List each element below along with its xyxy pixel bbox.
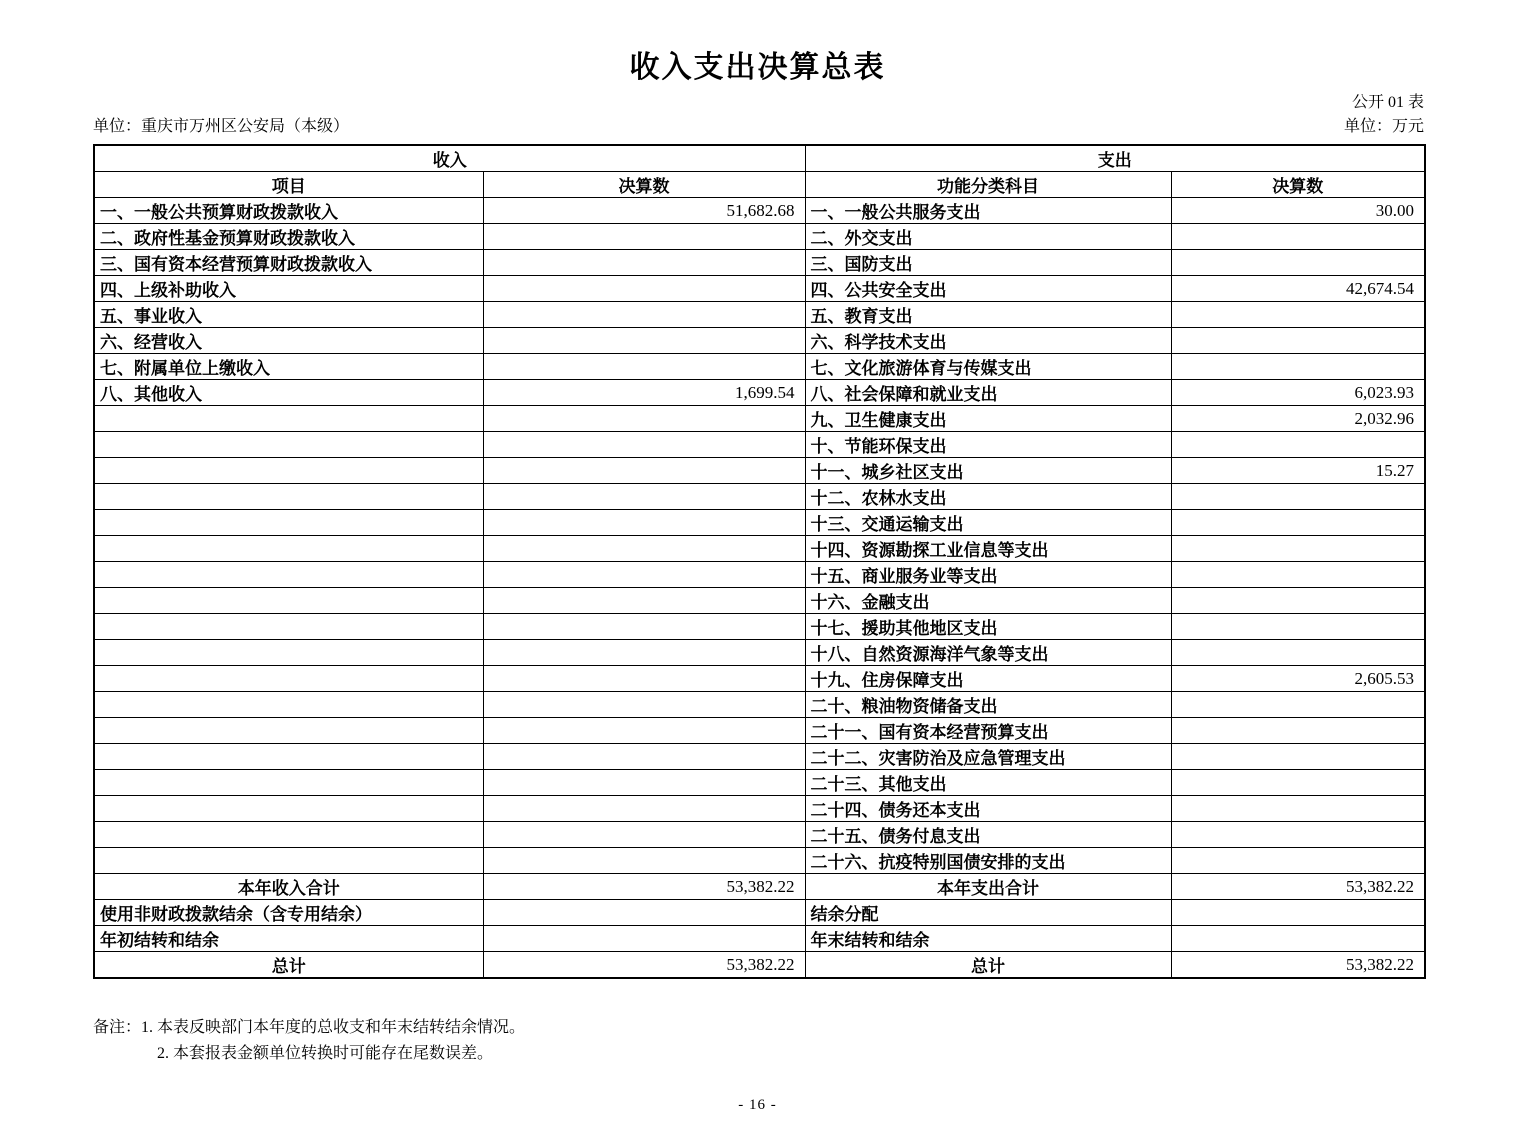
expense-item-cell: 结余分配 <box>805 900 1171 926</box>
expense-item-cell: 三、国防支出 <box>805 250 1171 276</box>
income-item-cell <box>94 614 483 640</box>
expense-amount-cell <box>1171 692 1425 718</box>
income-item-cell: 本年收入合计 <box>94 874 483 900</box>
expense-item-cell: 十三、交通运输支出 <box>805 510 1171 536</box>
table-row <box>94 432 1425 458</box>
income-amount-cell <box>483 224 805 250</box>
budget-summary-table <box>93 144 1426 979</box>
expense-item-cell: 一、一般公共服务支出 <box>805 198 1171 224</box>
note-2-text: 2. 本套报表金额单位转换时可能存在尾数误差。 <box>157 1045 494 1062</box>
expense-amount-cell <box>1171 432 1425 458</box>
income-item-cell <box>94 484 483 510</box>
income-amount-cell <box>483 848 805 874</box>
expense-item-cell: 五、教育支出 <box>805 302 1171 328</box>
table-row <box>94 822 1425 848</box>
expense-amount-cell <box>1171 536 1425 562</box>
expense-amount-cell: 6,023.93 <box>1171 380 1425 406</box>
notes-block <box>93 1015 1515 1067</box>
table-row <box>94 224 1425 250</box>
income-amount-cell <box>483 302 805 328</box>
expense-item-cell: 十四、资源勘探工业信息等支出 <box>805 536 1171 562</box>
table-row <box>94 614 1425 640</box>
expense-item-cell: 四、公共安全支出 <box>805 276 1171 302</box>
expense-item-cell: 十八、自然资源海洋气象等支出 <box>805 640 1171 666</box>
expense-item-cell: 十一、城乡社区支出 <box>805 458 1171 484</box>
table-row <box>94 354 1425 380</box>
income-section-header: 收入 <box>94 145 805 172</box>
notes-label: 备注： <box>93 1019 142 1036</box>
table-row <box>94 458 1425 484</box>
table-row <box>94 952 1425 979</box>
expense-item-cell: 十六、金融支出 <box>805 588 1171 614</box>
col-header-income-amount: 决算数 <box>483 172 805 198</box>
note-1-text: 1. 本表反映部门本年度的总收支和年末结转结余情况。 <box>141 1019 526 1036</box>
col-header-item: 项目 <box>94 172 483 198</box>
expense-amount-cell <box>1171 744 1425 770</box>
expense-item-cell: 十五、商业服务业等支出 <box>805 562 1171 588</box>
expense-amount-cell <box>1171 484 1425 510</box>
section-header-row <box>94 145 1425 172</box>
income-amount-cell <box>483 588 805 614</box>
expense-item-cell: 二十五、债务付息支出 <box>805 822 1171 848</box>
expense-item-cell: 二十一、国有资本经营预算支出 <box>805 718 1171 744</box>
table-row <box>94 328 1425 354</box>
income-item-cell: 年初结转和结余 <box>94 926 483 952</box>
income-item-cell <box>94 458 483 484</box>
income-amount-cell <box>483 796 805 822</box>
income-amount-cell <box>483 458 805 484</box>
expense-amount-cell <box>1171 328 1425 354</box>
expense-item-cell: 八、社会保障和就业支出 <box>805 380 1171 406</box>
expense-amount-cell: 53,382.22 <box>1171 874 1425 900</box>
expense-amount-cell <box>1171 848 1425 874</box>
income-amount-cell <box>483 900 805 926</box>
expense-item-cell: 二十四、债务还本支出 <box>805 796 1171 822</box>
expense-item-cell: 十、节能环保支出 <box>805 432 1171 458</box>
income-amount-cell <box>483 640 805 666</box>
table-row <box>94 484 1425 510</box>
expense-amount-cell: 53,382.22 <box>1171 952 1425 979</box>
table-row <box>94 874 1425 900</box>
expense-amount-cell <box>1171 562 1425 588</box>
expense-amount-cell: 30.00 <box>1171 198 1425 224</box>
expense-item-cell: 二十二、灾害防治及应急管理支出 <box>805 744 1171 770</box>
table-row <box>94 588 1425 614</box>
column-header-row <box>94 172 1425 198</box>
income-item-cell <box>94 796 483 822</box>
income-item-cell: 七、附属单位上缴收入 <box>94 354 483 380</box>
note-line-2 <box>93 1041 1515 1067</box>
expense-amount-cell <box>1171 250 1425 276</box>
table-row <box>94 302 1425 328</box>
table-row <box>94 900 1425 926</box>
page-number: - 16 - <box>738 1097 777 1113</box>
table-row <box>94 666 1425 692</box>
expense-item-cell: 七、文化旅游体育与传媒支出 <box>805 354 1171 380</box>
income-amount-cell <box>483 276 805 302</box>
table-row <box>94 250 1425 276</box>
table-row <box>94 198 1425 224</box>
table-row <box>94 718 1425 744</box>
income-amount-cell <box>483 406 805 432</box>
income-item-cell: 四、上级补助收入 <box>94 276 483 302</box>
col-header-function: 功能分类科目 <box>805 172 1171 198</box>
expense-amount-cell <box>1171 822 1425 848</box>
income-item-cell: 使用非财政拨款结余（含专用结余） <box>94 900 483 926</box>
expense-amount-cell: 2,605.53 <box>1171 666 1425 692</box>
income-item-cell: 二、政府性基金预算财政拨款收入 <box>94 224 483 250</box>
income-amount-cell <box>483 822 805 848</box>
expense-amount-cell <box>1171 224 1425 250</box>
table-row <box>94 276 1425 302</box>
money-unit: 单位：万元 <box>1343 118 1424 135</box>
income-item-cell: 八、其他收入 <box>94 380 483 406</box>
expense-amount-cell: 15.27 <box>1171 458 1425 484</box>
income-item-cell <box>94 718 483 744</box>
income-amount-cell <box>483 354 805 380</box>
income-amount-cell <box>483 484 805 510</box>
income-amount-cell <box>483 718 805 744</box>
income-item-cell <box>94 692 483 718</box>
table-row <box>94 796 1425 822</box>
expense-amount-cell <box>1171 640 1425 666</box>
expense-item-cell: 十二、农林水支出 <box>805 484 1171 510</box>
income-item-cell <box>94 744 483 770</box>
expense-amount-cell <box>1171 510 1425 536</box>
income-amount-cell: 53,382.22 <box>483 874 805 900</box>
income-item-cell: 五、事业收入 <box>94 302 483 328</box>
expense-item-cell: 本年支出合计 <box>805 874 1171 900</box>
income-amount-cell <box>483 926 805 952</box>
income-amount-cell <box>483 562 805 588</box>
income-item-cell: 三、国有资本经营预算财政拨款收入 <box>94 250 483 276</box>
page-title: 收入支出决算总表 <box>629 51 886 84</box>
income-item-cell <box>94 588 483 614</box>
expense-amount-cell <box>1171 302 1425 328</box>
income-amount-cell <box>483 328 805 354</box>
income-item-cell <box>94 432 483 458</box>
income-item-cell <box>94 640 483 666</box>
table-row <box>94 562 1425 588</box>
table-row <box>94 536 1425 562</box>
table-row <box>94 510 1425 536</box>
table-row <box>94 926 1425 952</box>
table-row <box>94 692 1425 718</box>
expense-amount-cell <box>1171 718 1425 744</box>
income-item-cell: 总计 <box>94 952 483 979</box>
income-item-cell <box>94 562 483 588</box>
expense-item-cell: 二十三、其他支出 <box>805 770 1171 796</box>
table-row <box>94 744 1425 770</box>
expense-amount-cell <box>1171 770 1425 796</box>
expense-item-cell: 九、卫生健康支出 <box>805 406 1171 432</box>
expense-amount-cell: 42,674.54 <box>1171 276 1425 302</box>
income-item-cell <box>94 510 483 536</box>
income-item-cell: 六、经营收入 <box>94 328 483 354</box>
income-item-cell <box>94 406 483 432</box>
income-item-cell <box>94 822 483 848</box>
income-item-cell <box>94 770 483 796</box>
expense-item-cell: 总计 <box>805 952 1171 979</box>
income-amount-cell <box>483 614 805 640</box>
expense-amount-cell <box>1171 900 1425 926</box>
income-item-cell <box>94 848 483 874</box>
income-amount-cell <box>483 692 805 718</box>
income-amount-cell <box>483 432 805 458</box>
expense-amount-cell <box>1171 614 1425 640</box>
document-page <box>0 52 1515 1121</box>
col-header-expense-amount: 决算数 <box>1171 172 1425 198</box>
note-line-1 <box>93 1015 1515 1041</box>
income-item-cell <box>94 666 483 692</box>
expense-amount-cell: 2,032.96 <box>1171 406 1425 432</box>
expense-item-cell: 二、外交支出 <box>805 224 1171 250</box>
income-amount-cell <box>483 744 805 770</box>
income-item-cell: 一、一般公共预算财政拨款收入 <box>94 198 483 224</box>
expense-item-cell: 六、科学技术支出 <box>805 328 1171 354</box>
income-amount-cell <box>483 770 805 796</box>
expense-item-cell: 二十六、抗疫特别国债安排的支出 <box>805 848 1171 874</box>
unit-name: 单位：重庆市万州区公安局（本级） <box>93 118 350 135</box>
table-code: 公开 01 表 <box>1351 94 1424 111</box>
unit-line <box>93 118 1424 136</box>
table-row <box>94 380 1425 406</box>
expense-amount-cell <box>1171 926 1425 952</box>
expense-amount-cell <box>1171 354 1425 380</box>
income-amount-cell: 51,682.68 <box>483 198 805 224</box>
expense-item-cell: 十九、住房保障支出 <box>805 666 1171 692</box>
expense-item-cell: 年末结转和结余 <box>805 926 1171 952</box>
income-amount-cell: 1,699.54 <box>483 380 805 406</box>
income-item-cell <box>94 536 483 562</box>
expense-item-cell: 二十、粮油物资储备支出 <box>805 692 1171 718</box>
income-amount-cell <box>483 250 805 276</box>
table-row <box>94 406 1425 432</box>
expense-amount-cell <box>1171 796 1425 822</box>
income-amount-cell: 53,382.22 <box>483 952 805 979</box>
income-amount-cell <box>483 666 805 692</box>
table-row <box>94 640 1425 666</box>
table-row <box>94 848 1425 874</box>
expense-amount-cell <box>1171 588 1425 614</box>
expense-item-cell: 十七、援助其他地区支出 <box>805 614 1171 640</box>
income-amount-cell <box>483 536 805 562</box>
table-code-line <box>0 94 1424 112</box>
income-amount-cell <box>483 510 805 536</box>
expense-section-header: 支出 <box>805 145 1425 172</box>
table-row <box>94 770 1425 796</box>
